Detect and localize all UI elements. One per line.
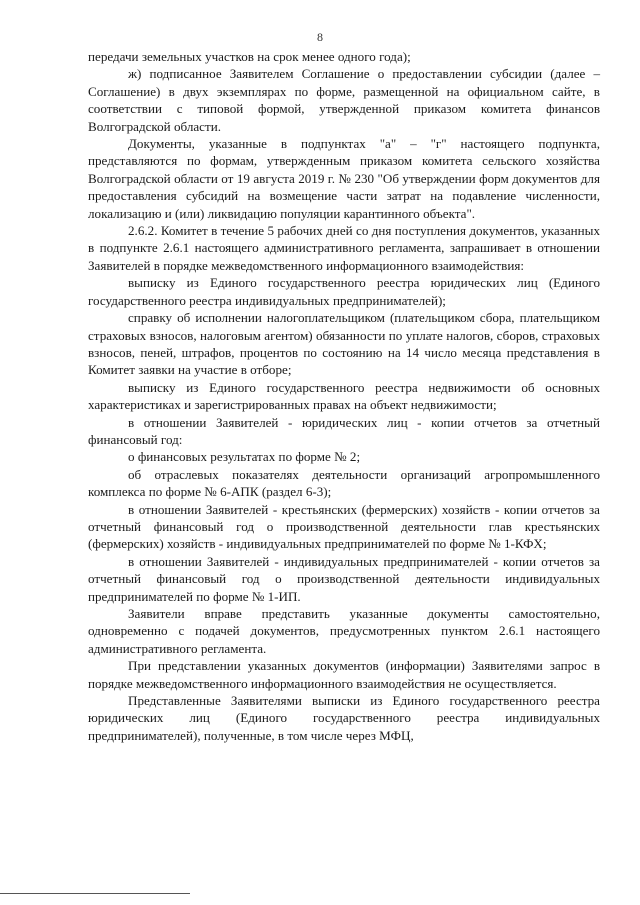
paragraph-tax-certificate: справку об исполнении налогоплательщиком (плательщиком сбора, плательщиком страховых взносов, налоговым агентом) обязанности по уплате налогов, сборов, страховых взносов, пеней, штрафов, процентов по состоянию на 14 число месяца представления в Комитет заявки на участие в отборе; <box>88 310 600 378</box>
document-body <box>88 48 600 744</box>
paragraph-documents-forms: Документы, указанные в подпунктах "а" – "г" настоящего подпункта, представляются по формам, утвержденным приказом комитета сельского хозяйства Волгоградской области от 19 августа 2019 г. № 230 "Об утверждении форм документов для предоставления субсидий на возмещение части затрат на подавление численности, локализацию и (или) ликвидацию популяции карантинного объекта". <box>88 136 600 221</box>
paragraph-egrul-extract: выписку из Единого государственного реестра юридических лиц (Единого государственного реестра индивидуальных предпринимателей); <box>88 275 600 308</box>
paragraph-2-6-2: 2.6.2. Комитет в течение 5 рабочих дней со дня поступления документов, указанных в подпункте 2.6.1 настоящего административного регламента, запрашивает в отношении Заявителей в порядке межведомственного информационного взаимодействия: <box>88 223 600 273</box>
paragraph-self-submission: Заявители вправе представить указанные документы самостоятельно, одновременно с подачей документов, предусмотренных пунктом 2.6.1 настоящего административного регламента. <box>88 606 600 656</box>
paragraph-egrn-extract: выписку из Единого государственного реестра недвижимости об основных характеристиках и зарегистрированных правах на объект недвижимости; <box>88 379 600 413</box>
paragraph-financial-results: о финансовых результатах по форме № 2; <box>128 449 361 465</box>
bottom-rule <box>0 893 190 894</box>
paragraph-continuation: передачи земельных участков на срок менее одного года); <box>88 49 411 64</box>
paragraph-farm-reports: в отношении Заявителей - крестьянских (фермерских) хозяйств - копии отчетов за отчетный финансовый год о производственной деятельности глав крестьянских (фермерских) хозяйств - индивидуальных предпринимателей по форме № 1-КФХ; <box>88 501 600 552</box>
paragraph-entrepreneur-reports: в отношении Заявителей - индивидуальных предпринимателей - копии отчетов за отчетный финансовый год о производственной деятельности индивидуальных предпринимателей по форме № 1-ИП. <box>88 553 600 604</box>
page-number: 8 <box>317 30 323 44</box>
paragraph-legal-entities-reports: в отношении Заявителей - юридических лиц - копии отчетов за отчетный финансовый год: <box>88 414 600 447</box>
paragraph-agreement-item: ж) подписанное Заявителем Соглашение о предоставлении субсидии (далее – Соглашение) в двух экземплярах по форме, размещенной на официальном сайте, в соответствии с типовой формой, утвержденной приказом комитета финансов Волгоградской области. <box>88 66 600 134</box>
paragraph-industry-indicators: об отраслевых показателях деятельности организаций агропромышленного комплекса по форме № 6-АПК (раздел 6-3); <box>88 466 600 500</box>
paragraph-no-request: При представлении указанных документов (информации) Заявителями запрос в порядке межведомственного информационного взаимодействия не осуществляется. <box>88 658 600 691</box>
paragraph-submitted-extracts: Представленные Заявителями выписки из Единого государственного реестра юридических лиц (Единого государственного реестра индивидуальных предпринимателей), полученные, в том числе через МФЦ, <box>88 693 600 743</box>
